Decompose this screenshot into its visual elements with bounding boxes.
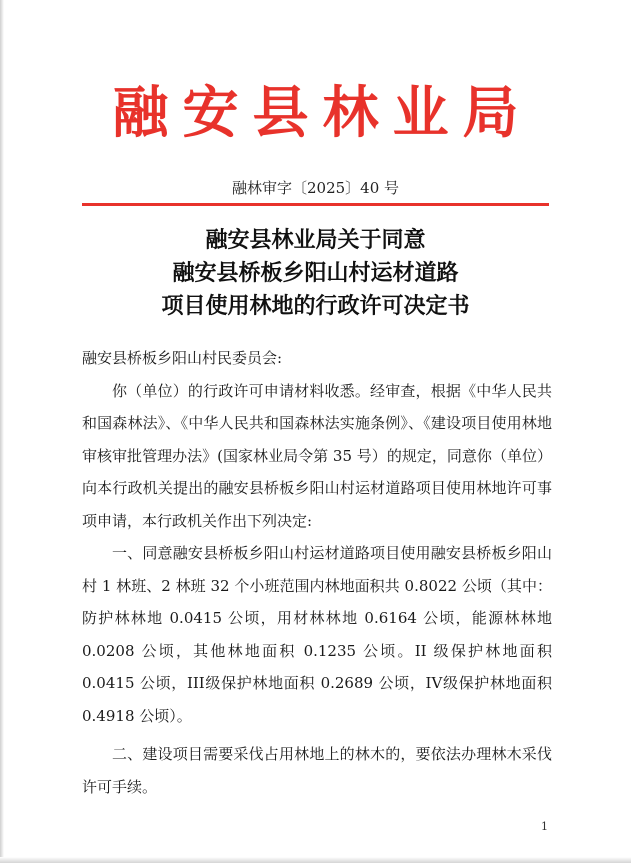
letterhead-red-rule bbox=[82, 203, 549, 206]
addressee: 融安县桥板乡阳山村民委员会: bbox=[82, 349, 283, 367]
title-line-1: 融安县林业局关于同意 bbox=[205, 227, 426, 253]
title-line-3: 项目使用林地的行政许可决定书 bbox=[161, 293, 470, 319]
paragraph-decision-2: 二、建设项目需要采伐占用林地上的林木的，要依法办理林木采伐许可手续。 bbox=[82, 745, 552, 796]
document-body bbox=[82, 342, 552, 803]
paragraph-decision-1: 一、同意融安县桥板乡阳山村运材道路项目使用融安县桥板乡阳山村 1 林班、2 林班 32 个小班范围内林地面积共 0.8022 公顷（其中：防护林林地 0.0415 公顷，用材林林地 0.6164 公顷，能源林林地 0.0208 公顷，其他林地面积 0.1235 公顷。II 级保护林地面积 0.0415 公顷，III级保护林地面积 0.2689 公顷，IV级保护林地面积 0.4918 公顷）。 bbox=[82, 544, 552, 725]
letterhead-org-name: 融安县林业局 bbox=[112, 81, 533, 146]
page-number: 1 bbox=[541, 820, 548, 833]
title-line-2: 融安县桥板乡阳山村运材道路 bbox=[172, 260, 459, 286]
paragraph-intro: 你（单位）的行政许可申请材料收悉。经审查，根据《中华人民共和国森林法》、《中华人民共和国森林法实施条例》、《建设项目使用林地审核审批管理办法》(国家林业局令第 35 号）的规定，同意你（单位）向本行政机关提出的融安县桥板乡阳山村运材道路项目使用林地许可事项申请，本行政机关作出下列决定: bbox=[82, 381, 552, 530]
document-title bbox=[0, 224, 631, 323]
document-number: 融林审字〔2025〕40 号 bbox=[231, 179, 400, 197]
scan-edge-shadow-bottom bbox=[0, 857, 631, 863]
